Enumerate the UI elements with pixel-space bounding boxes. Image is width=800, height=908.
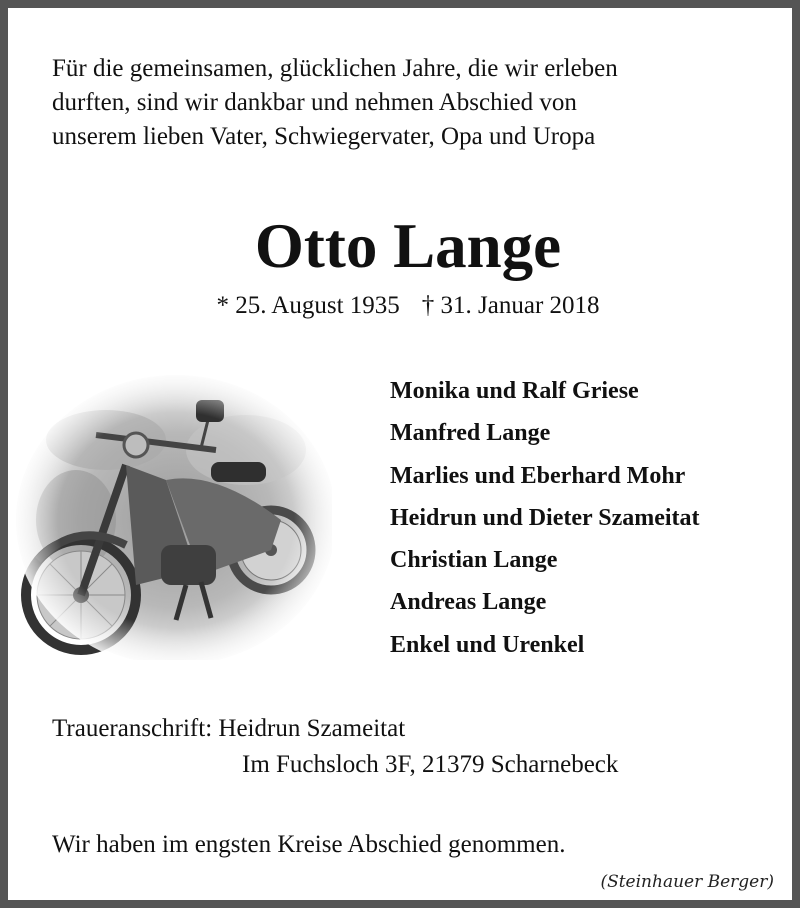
list-item: Marlies und Eberhard Mohr [390,462,686,489]
list-item: Manfred Lange [390,420,551,447]
intro-line: durften, sind wir dankbar und nehmen Abschied von [52,89,577,116]
intro-text [52,52,772,154]
agency-signature: (Steinhauer Berger) [600,872,774,892]
intro-line: unserem lieben Vater, Schwiegervater, Opa und Uropa [52,123,596,150]
mourners-list [390,370,790,666]
address-label: Traueranschrift: [52,715,213,742]
deceased-name: Otto Lange [254,211,562,281]
birth-date: * 25. August 1935 [216,292,400,319]
death-date: † 31. Januar 2018 [421,292,600,319]
address-street: Im Fuchsloch 3F, 21379 Scharnebeck [242,751,619,778]
list-item: Andreas Lange [390,589,547,616]
list-item: Monika und Ralf Griese [390,378,639,404]
list-item: Enkel und Urenkel [390,631,585,658]
intro-line: Für die gemeinsamen, glücklichen Jahre, die wir erleben [52,55,618,82]
list-item: Christian Lange [390,547,558,574]
list-item: Heidrun und Dieter Szameitat [390,504,700,531]
life-dates [8,290,800,322]
mourning-address [52,711,772,783]
closing-line: Wir haben im engsten Kreise Abschied genommen. [52,831,566,858]
address-name: Heidrun Szameitat [218,715,406,742]
moped-photo [16,370,332,660]
